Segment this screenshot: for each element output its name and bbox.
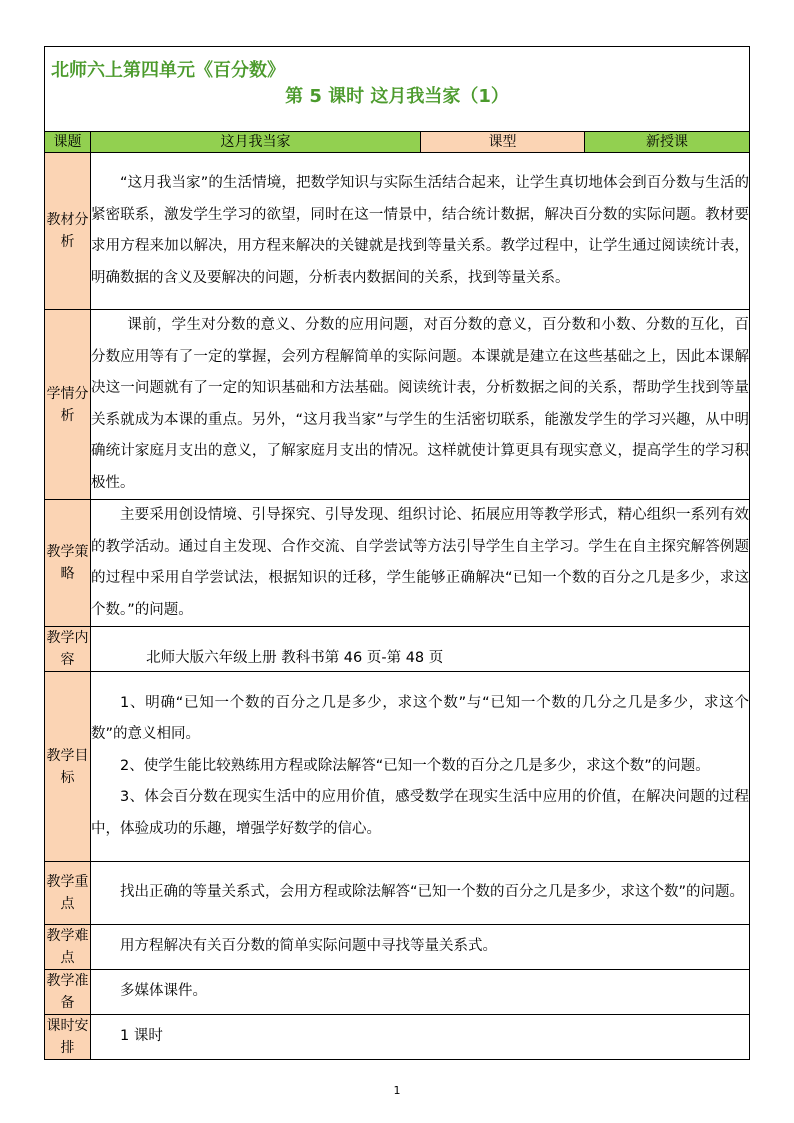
schedule-label: 课时安排	[45, 1015, 91, 1060]
learner-analysis-paragraph: 课前，学生对分数的意义、分数的应用问题，对百分数的意义，百分数和小数、分数的互化，百分数应用等有了一定的掌握，会列方程解简单的实际问题。本课就是建立在这些基础之上，因此本课解决这一问题就有了一定的知识基础和方法基础。阅读统计表，分析数据之间的关系，帮助学生找到等量关系就成为本课的重点。另外，“这月我当家”与学生的生活密切联系，能激发学生的学习兴趣，从中明确统计家庭月支出的意义，了解家庭月支出的情况。这样就使计算更具有现实意义，提高学生的学习积极性。	[91, 317, 749, 491]
goals-row	[45, 672, 750, 862]
lesson-plan-table	[44, 46, 750, 1060]
goal-item: 2、使学生能比较熟练用方程或除法解答“已知一个数的百分之几是多少，求这个数”的问题。	[120, 757, 710, 774]
topic-value: 这月我当家	[91, 132, 421, 153]
content-label: 教学内容	[45, 627, 91, 672]
key-point-row	[45, 862, 750, 925]
goals-label: 教学目标	[45, 672, 91, 862]
preparation-content	[91, 970, 750, 1015]
preparation-text: 多媒体课件。	[120, 983, 207, 1000]
difficulty-label: 教学难点	[45, 925, 91, 970]
title-block	[45, 47, 750, 132]
key-point-label: 教学重点	[45, 862, 91, 925]
strategy-paragraph: 主要采用创设情境、引导探究、引导发现、组织讨论、拓展应用等教学形式，精心组织一系列有效的教学活动。通过自主发现、合作交流、自学尝试等方法引导学生自主学习。学生在自主探究解答例题的过程中采用自学尝试法，根据知识的迁移，学生能够正确解决“已知一个数的百分之几是多少，求这个数。”的问题。	[91, 507, 749, 618]
topic-label: 课题	[45, 132, 91, 153]
material-analysis-row	[45, 153, 750, 310]
preparation-row	[45, 970, 750, 1015]
type-label: 课型	[421, 132, 585, 153]
schedule-content	[91, 1015, 750, 1060]
topic-row	[45, 132, 750, 153]
strategy-row	[45, 500, 750, 627]
strategy-label: 教学策略	[45, 500, 91, 627]
difficulty-content	[91, 925, 750, 970]
schedule-text: 1 课时	[120, 1028, 163, 1045]
difficulty-row	[45, 925, 750, 970]
schedule-row	[45, 1015, 750, 1060]
learner-analysis-content	[91, 310, 750, 500]
material-analysis-label: 教材分析	[45, 153, 91, 310]
content-content	[91, 627, 750, 672]
unit-title: 北师六上第四单元《百分数》	[51, 60, 285, 81]
material-analysis-content	[91, 153, 750, 310]
key-point-text: 找出正确的等量关系式，会用方程或除法解答“已知一个数的百分之几是多少，求这个数”的问题。	[120, 884, 745, 901]
goal-item: 3、体会百分数在现实生活中的应用价值，感受数学在现实生活中应用的价值，在解决问题的过程中，体验成功的乐趣，增强学好数学的信心。	[91, 789, 749, 837]
learner-analysis-label: 学情分析	[45, 310, 91, 500]
content-text: 北师大版六年级上册 教科书第 46 页-第 48 页	[146, 650, 444, 666]
material-analysis-paragraph: “这月我当家”的生活情境，把数学知识与实际生活结合起来，让学生真切地体会到百分数与生活的紧密联系，激发学生学习的欲望，同时在这一情景中，结合统计数据，解决百分数的实际问题。教材要求用方程来加以解决，用方程来解决的关键就是找到等量关系。教学过程中，让学生通过阅读统计表，明确数据的含义及要解决的问题，分析表内数据间的关系，找到等量关系。	[91, 175, 749, 286]
preparation-label: 教学准备	[45, 970, 91, 1015]
type-value: 新授课	[585, 132, 750, 153]
strategy-content	[91, 500, 750, 627]
goal-item: 1、明确“已知一个数的百分之几是多少，求这个数”与“已知一个数的几分之几是多少，求这个数”的意义相同。	[91, 694, 749, 743]
content-row	[45, 627, 750, 672]
difficulty-text: 用方程解决有关百分数的简单实际问题中寻找等量关系式。	[120, 938, 497, 955]
key-point-content	[91, 862, 750, 925]
page-number: 1	[393, 1084, 401, 1097]
learner-analysis-row	[45, 310, 750, 500]
lesson-title: 第 5 课时 这月我当家（1）	[285, 86, 509, 107]
goals-content	[91, 672, 750, 862]
